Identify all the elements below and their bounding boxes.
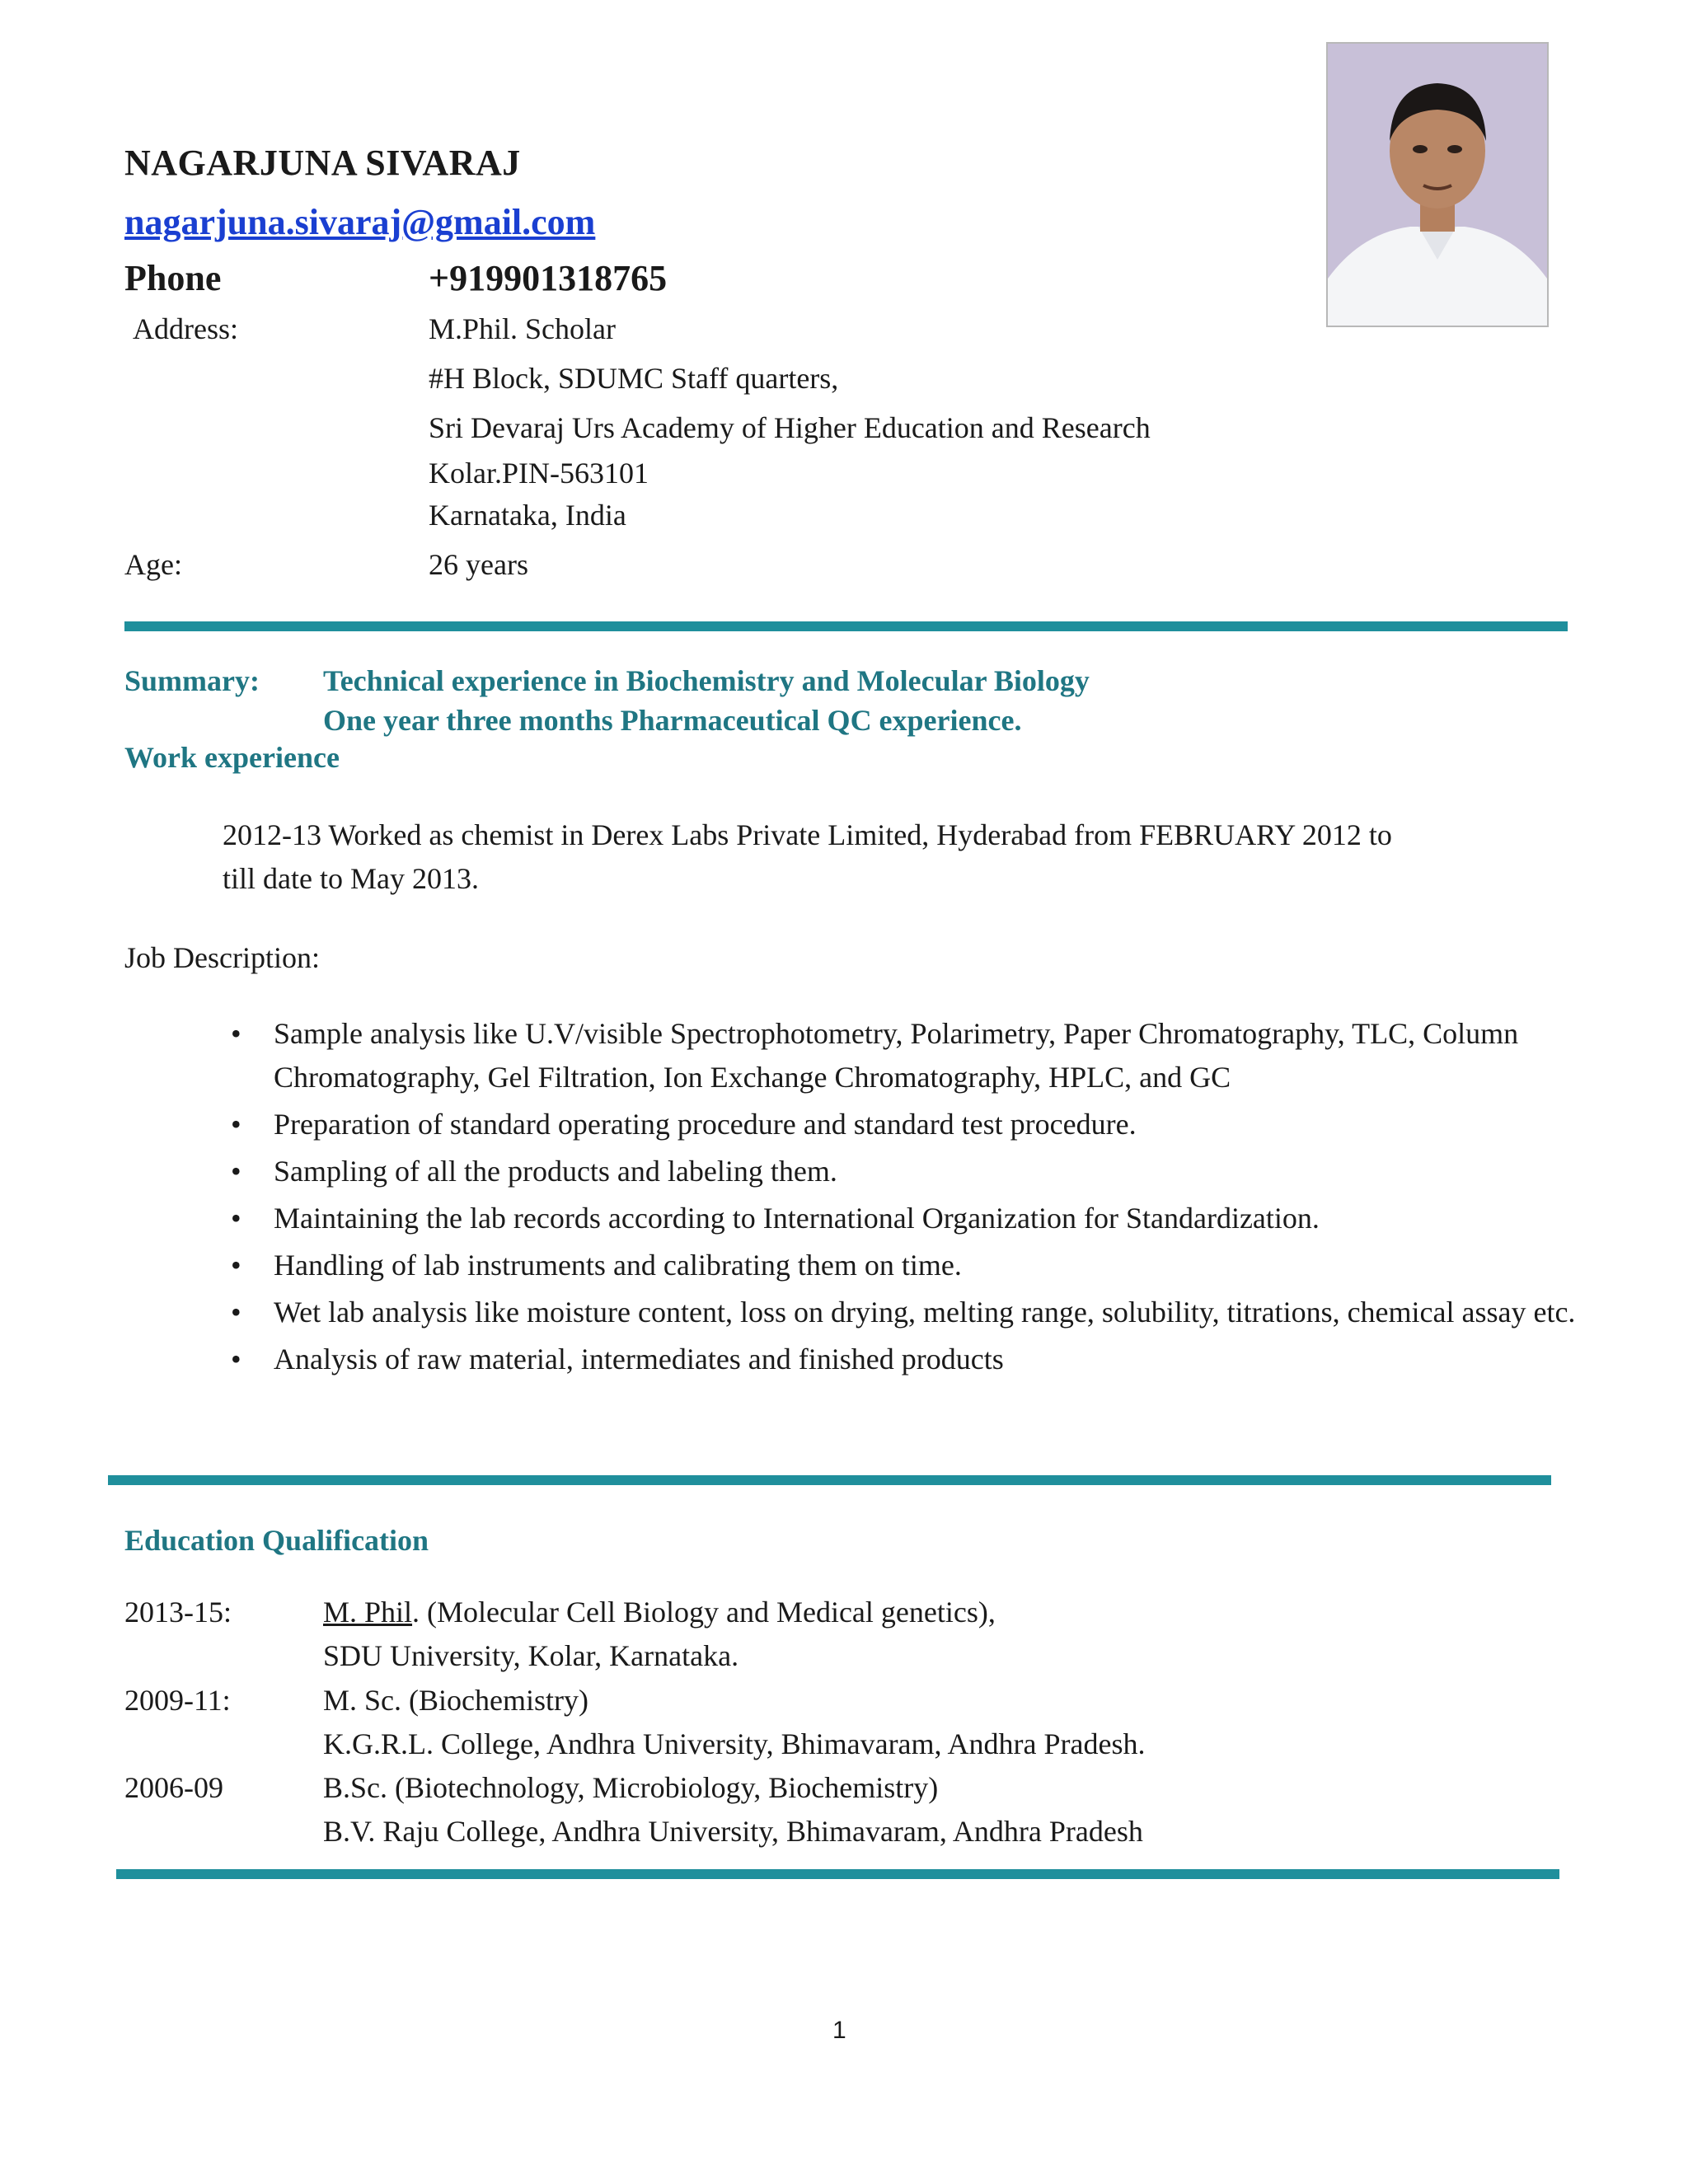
person-portrait-icon xyxy=(1328,44,1547,326)
list-item: • Preparation of standard operating procedure and standard test procedure. xyxy=(231,1103,1582,1146)
age-label: Age: xyxy=(124,548,182,581)
address-label: Address: xyxy=(133,312,238,345)
summary-line: Technical experience in Biochemistry and Molecular Biology xyxy=(323,664,1090,697)
address-line: Karnataka, India xyxy=(429,499,626,532)
candidate-name: NAGARJUNA SIVARAJ xyxy=(124,143,521,183)
summary-line: One year three months Pharmaceutical QC experience. xyxy=(323,704,1022,737)
education-degree: B.Sc. (Biotechnology, Microbiology, Biochemistry) xyxy=(323,1771,939,1804)
list-item: • Handling of lab instruments and calibrating them on time. xyxy=(231,1244,1582,1287)
address-line: M.Phil. Scholar xyxy=(429,312,617,345)
list-item: • Sample analysis like U.V/visible Spectrophotometry, Polarimetry, Paper Chromatography, TLC, Column Chromatography, Gel Filtration, Ion Exchange Chromatography, HPLC, and GC xyxy=(231,1012,1582,1099)
address-line: #H Block, SDUMC Staff quarters, xyxy=(429,362,839,395)
education-institution: SDU University, Kolar, Karnataka. xyxy=(323,1639,739,1672)
degree-link[interactable]: M. Phil xyxy=(323,1596,413,1629)
work-experience-heading: Work experience xyxy=(124,741,340,774)
education-year: 2006-09 xyxy=(124,1771,223,1804)
list-item: • Maintaining the lab records according to International Organization for Standardization. xyxy=(231,1197,1582,1240)
list-item: • Sampling of all the products and labeling them. xyxy=(231,1150,1582,1193)
summary-label: Summary: xyxy=(124,664,260,697)
work-entry-line: 2012-13 Worked as chemist in Derex Labs Private Limited, Hyderabad from FEBRUARY 2012 to xyxy=(223,818,1392,851)
job-description-list xyxy=(231,1012,1582,1385)
list-item: • Analysis of raw material, intermediates and finished products xyxy=(231,1338,1582,1381)
profile-photo xyxy=(1326,42,1549,327)
email-link[interactable]: nagarjuna.sivaraj@gmail.com xyxy=(124,202,596,242)
education-heading: Education Qualification xyxy=(124,1524,429,1557)
address-line: Kolar.PIN-563101 xyxy=(429,457,649,490)
education-degree xyxy=(323,1595,996,1629)
education-degree: M. Sc. (Biochemistry) xyxy=(323,1684,588,1717)
section-divider xyxy=(124,621,1568,631)
job-description-label: Job Description: xyxy=(124,941,320,974)
education-year: 2009-11: xyxy=(124,1684,231,1717)
degree-text: . (Molecular Cell Biology and Medical genetics), xyxy=(412,1596,996,1629)
address-line: Sri Devaraj Urs Academy of Higher Education and Research xyxy=(429,411,1151,444)
work-entry-line: till date to May 2013. xyxy=(223,862,479,895)
education-institution: K.G.R.L. College, Andhra University, Bhimavaram, Andhra Pradesh. xyxy=(323,1727,1146,1760)
phone-value: +919901318765 xyxy=(429,258,668,298)
list-item: • Wet lab analysis like moisture content, loss on drying, melting range, solubility, titrations, chemical assay etc. xyxy=(231,1291,1582,1334)
phone-label: Phone xyxy=(124,258,222,298)
section-divider xyxy=(116,1869,1559,1879)
page-number: 1 xyxy=(832,2017,846,2044)
education-year: 2013-15: xyxy=(124,1596,232,1629)
education-institution: B.V. Raju College, Andhra University, Bhimavaram, Andhra Pradesh xyxy=(323,1815,1143,1848)
age-value: 26 years xyxy=(429,548,528,581)
section-divider xyxy=(108,1475,1551,1485)
